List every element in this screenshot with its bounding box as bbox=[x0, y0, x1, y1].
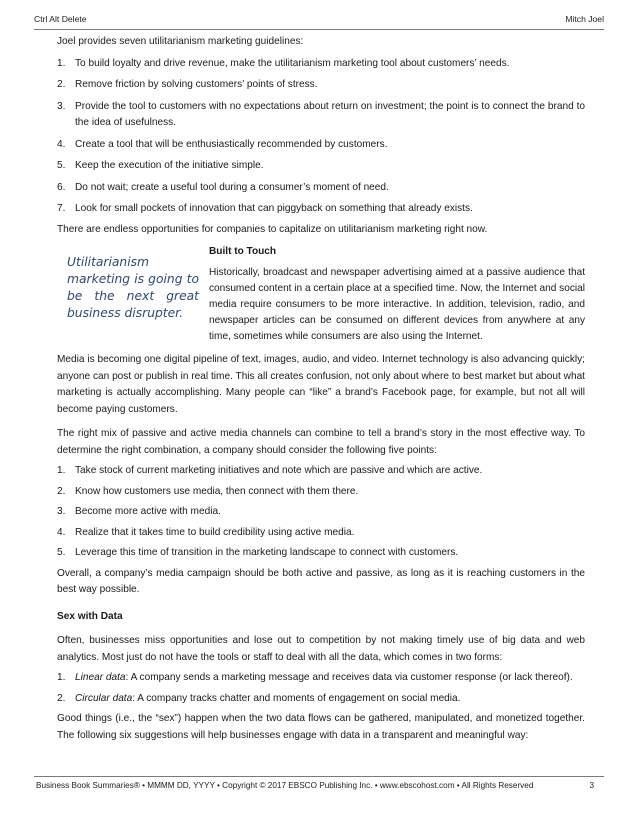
header-book-title: Ctrl Alt Delete bbox=[34, 14, 87, 24]
list-item bbox=[57, 158, 585, 175]
list-number: 2. bbox=[57, 79, 66, 90]
data-forms-list bbox=[57, 670, 585, 707]
pull-quote: Utilitarianism marketing is going to be the next great business disrupter. bbox=[67, 255, 199, 320]
list-item bbox=[57, 525, 585, 542]
list-item-term: Linear data bbox=[75, 672, 126, 683]
list-number: 1. bbox=[57, 465, 66, 476]
list-item-text: Look for small pockets of innovation that can piggyback on something that already exists. bbox=[75, 203, 473, 214]
list-number: 5. bbox=[57, 160, 66, 171]
built-to-touch-block bbox=[57, 244, 585, 352]
list-item-text: : A company sends a marketing message and receives data via customer response (or lack thereof). bbox=[125, 672, 573, 683]
list-item bbox=[57, 670, 585, 687]
page-body bbox=[57, 34, 585, 744]
list-item bbox=[57, 201, 585, 218]
section-heading: Sex with Data bbox=[57, 610, 123, 622]
list-item bbox=[57, 180, 585, 197]
page-number: 3 bbox=[589, 781, 594, 790]
list-item-text: Do not wait; create a useful tool during a consumer’s moment of need. bbox=[75, 181, 389, 193]
opportunities-paragraph: There are endless opportunities for companies to capitalize on utilitarianism marketing right now. bbox=[57, 223, 488, 235]
media-paragraph: Media is becoming one digital pipeline of text, images, audio, and video. Internet technology is also advancing quickly; anyone can post or publish in real time. This all creates confusion, not only about where to best market but about what marketing is actually accomplishing. Many people can “like” a brand’s Facebook page, for example, but not all will become paying customers. bbox=[57, 354, 585, 415]
list-number: 1. bbox=[57, 672, 66, 683]
footer-copyright: Business Book Summaries® • MMMM DD, YYYY • Copyright © 2017 EBSCO Publishing Inc. • www.ebscohost.com • All Rights Reserved bbox=[36, 781, 534, 790]
list-number: 4. bbox=[57, 138, 66, 150]
footer-divider bbox=[34, 776, 604, 777]
list-item-text: Remove friction by solving customers’ points of stress. bbox=[75, 79, 318, 90]
list-item bbox=[57, 99, 585, 132]
list-item-text: Leverage this time of transition in the marketing landscape to connect with customers. bbox=[75, 547, 459, 558]
header-author: Mitch Joel bbox=[565, 14, 604, 24]
list-item-text: Realize that it takes time to build credibility using active media. bbox=[75, 526, 355, 538]
list-item bbox=[57, 484, 585, 501]
list-number: 5. bbox=[57, 547, 66, 558]
list-item bbox=[57, 691, 585, 708]
section-heading: Built to Touch bbox=[209, 246, 277, 257]
good-things-paragraph: Good things (i.e., the “sex”) happen when the two data flows can be gathered, manipulated, and monetized together. The following six suggestions will help businesses engage with data in a transparent and meaningful way: bbox=[57, 713, 585, 741]
list-item-text: Know how customers use media, then connect with them there. bbox=[75, 485, 359, 497]
list-number: 2. bbox=[57, 692, 66, 704]
list-item-text: Keep the execution of the initiative simple. bbox=[75, 160, 264, 171]
list-item-text: To build loyalty and drive revenue, make the utilitarianism marketing tool about customers’ needs. bbox=[75, 57, 510, 69]
list-item-text: : A company tracks chatter and moments of engagement on social media. bbox=[132, 692, 461, 704]
list-item-text: Become more active with media. bbox=[75, 506, 221, 517]
list-item-text: Create a tool that will be enthusiastically recommended by customers. bbox=[75, 138, 388, 150]
list-number: 4. bbox=[57, 526, 66, 538]
list-item bbox=[57, 545, 585, 562]
running-header bbox=[34, 14, 604, 28]
sex-with-data-paragraph: Often, businesses miss opportunities and lose out to competition by not making timely use of big data and web analytics. Most just do not have the tools or staff to deal with all the data, which comes in two forms: bbox=[57, 635, 585, 663]
list-number: 1. bbox=[57, 57, 66, 69]
list-item bbox=[57, 56, 585, 73]
list-item-term: Circular data bbox=[75, 692, 133, 704]
list-item bbox=[57, 137, 585, 154]
list-number: 7. bbox=[57, 203, 66, 214]
list-item bbox=[57, 77, 585, 94]
list-number: 3. bbox=[57, 100, 66, 112]
header-divider bbox=[34, 29, 604, 30]
list-item bbox=[57, 504, 585, 521]
built-to-touch-paragraph: Historically, broadcast and newspaper advertising aimed at a passive audience that consumed content in a certain place at a specified time. Now, the Internet and social media require consumers to be more interactive. In addition, television, radio, and newspaper articles can be consumed on different devices from anywhere at any time, sometimes while consumers are also using the Internet. bbox=[209, 266, 585, 343]
list-number: 3. bbox=[57, 506, 66, 517]
guidelines-list bbox=[57, 56, 585, 218]
list-item-text: Provide the tool to customers with no expectations about return on investment; the point is to connect the brand to the idea of usefulness. bbox=[75, 100, 585, 128]
page-footer bbox=[36, 781, 594, 795]
built-to-touch-column bbox=[209, 244, 585, 346]
list-number: 6. bbox=[57, 181, 66, 193]
list-item-text: Take stock of current marketing initiatives and note which are passive and which are active. bbox=[75, 465, 483, 476]
intro-paragraph: Joel provides seven utilitarianism marketing guidelines: bbox=[57, 36, 304, 47]
media-mix-paragraph: The right mix of passive and active media channels can combine to tell a brand’s story in the most effective way. To determine the right combination, a company should consider the following five points: bbox=[57, 428, 585, 456]
five-points-list bbox=[57, 463, 585, 562]
list-number: 2. bbox=[57, 485, 66, 497]
list-item bbox=[57, 463, 585, 480]
overall-paragraph: Overall, a company’s media campaign should be both active and passive, as long as it is reaching customers in the best way possible. bbox=[57, 567, 585, 595]
